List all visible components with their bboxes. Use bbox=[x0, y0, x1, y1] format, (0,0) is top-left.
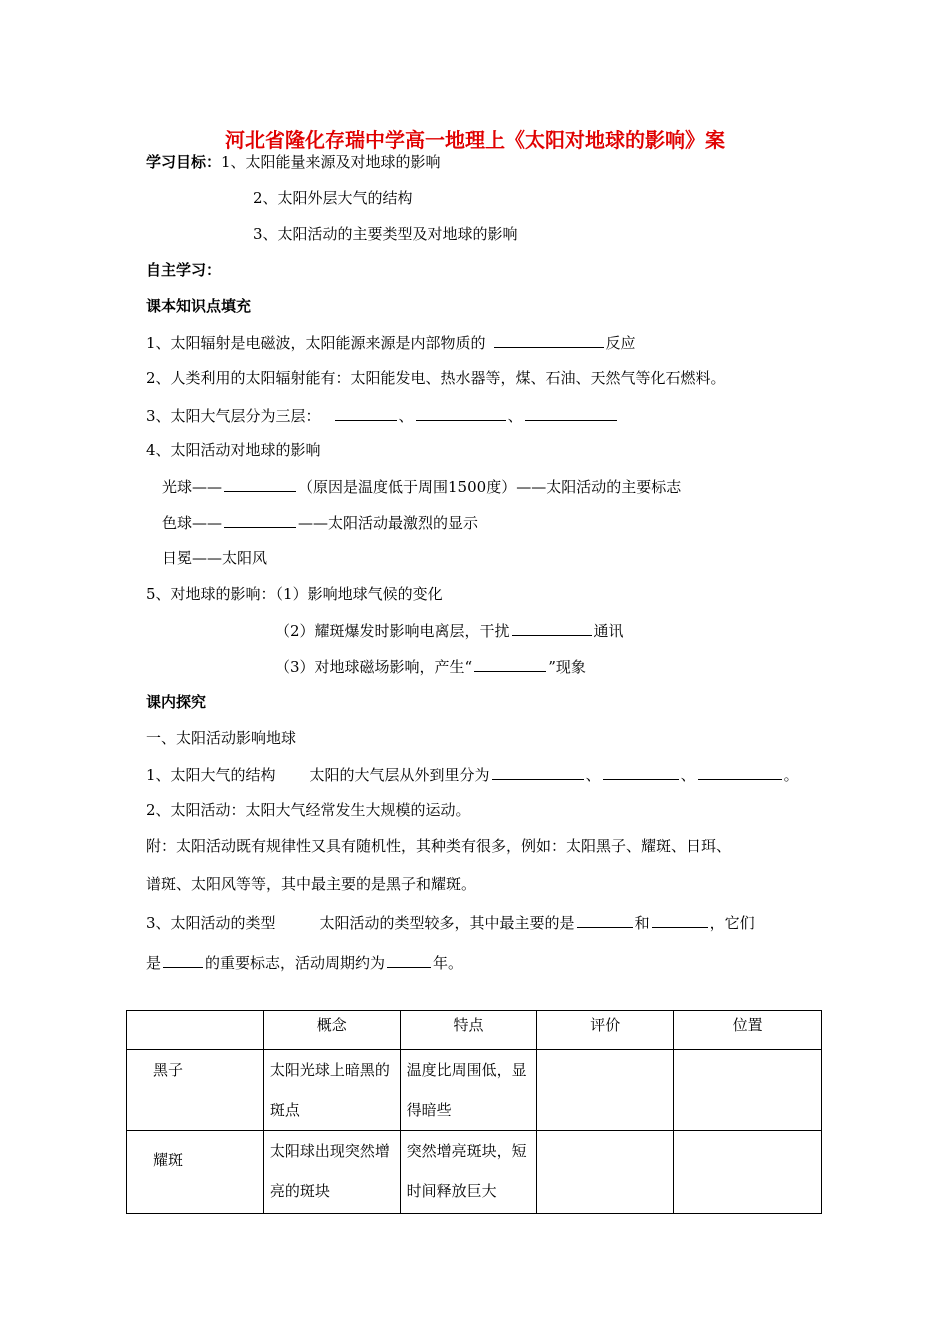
section-title: 一、太阳活动影响地球 bbox=[146, 729, 297, 747]
table-header-cell: 特点 bbox=[400, 1011, 537, 1050]
question-text: ”现象 bbox=[548, 658, 586, 676]
explore-question-3 bbox=[146, 912, 755, 933]
question-text: 是 bbox=[146, 954, 162, 972]
chromosphere-line bbox=[162, 512, 478, 533]
explore-question-1 bbox=[146, 764, 799, 785]
fill-blank[interactable] bbox=[387, 952, 431, 968]
fill-blank[interactable] bbox=[652, 912, 708, 928]
objective-item: 3、太阳活动的主要类型及对地球的影响 bbox=[253, 225, 518, 243]
fill-blank[interactable] bbox=[474, 656, 546, 672]
fill-blank[interactable] bbox=[577, 912, 633, 928]
table-row bbox=[127, 1131, 822, 1214]
photosphere-line bbox=[162, 476, 681, 497]
fill-blank[interactable] bbox=[494, 332, 604, 348]
question-text: 1、太阳辐射是电磁波，太阳能源来源是内部物质的 bbox=[146, 334, 486, 352]
table-header-row bbox=[127, 1011, 822, 1050]
question-text: 年。 bbox=[433, 954, 464, 972]
objective-item: 2、太阳外层大气的结构 bbox=[253, 189, 413, 207]
question-text: 色球—— bbox=[162, 514, 223, 532]
self-study-heading: 自主学习： bbox=[146, 261, 222, 279]
objective-item: 1、太阳能量来源及对地球的影响 bbox=[221, 153, 441, 171]
question-text: 和 bbox=[634, 914, 650, 932]
explore-question-3-cont bbox=[146, 952, 463, 973]
question-text: （原因是温度低于周围1500度）——太阳活动的主要标志 bbox=[298, 478, 682, 496]
question-text: 的重要标志，活动周期约为 bbox=[205, 954, 386, 972]
fill-blank[interactable] bbox=[525, 405, 617, 421]
table-header-cell: 评价 bbox=[537, 1011, 674, 1050]
table-header-cell: 位置 bbox=[674, 1011, 822, 1050]
question-5-item-2 bbox=[275, 620, 624, 641]
fill-blank[interactable] bbox=[512, 620, 592, 636]
table-header-cell: 概念 bbox=[263, 1011, 400, 1050]
explore-heading: 课内探究 bbox=[146, 693, 207, 711]
objectives-line-1 bbox=[146, 152, 441, 172]
question-text: 太阳活动的类型较多，其中最主要的是 bbox=[319, 914, 575, 932]
table-cell: 黑子 bbox=[127, 1050, 264, 1131]
question-text: ，它们 bbox=[709, 914, 755, 932]
table-cell[interactable] bbox=[674, 1050, 822, 1131]
table-header-cell bbox=[127, 1011, 264, 1050]
question-text: 光球—— bbox=[162, 478, 223, 496]
question-1 bbox=[146, 332, 636, 353]
table-cell: 太阳光球上暗黑的斑点 bbox=[263, 1050, 400, 1131]
separator: 。 bbox=[783, 766, 799, 784]
table-cell: 温度比周围低，显得暗些 bbox=[400, 1050, 537, 1131]
table-cell: 突然增亮斑块，短时间释放巨大 bbox=[400, 1131, 537, 1214]
question-3 bbox=[146, 405, 619, 426]
table-cell[interactable] bbox=[537, 1131, 674, 1214]
separator: 、 bbox=[680, 766, 696, 784]
fill-heading: 课本知识点填充 bbox=[146, 297, 252, 315]
table-row bbox=[127, 1050, 822, 1131]
separator: 、 bbox=[507, 407, 523, 425]
separator: 、 bbox=[585, 766, 601, 784]
fill-blank[interactable] bbox=[163, 952, 203, 968]
table-cell[interactable] bbox=[537, 1050, 674, 1131]
question-text: 反应 bbox=[605, 334, 636, 352]
fill-blank[interactable] bbox=[698, 764, 782, 780]
fill-blank[interactable] bbox=[603, 764, 679, 780]
objectives-label: 学习目标： bbox=[146, 153, 222, 171]
question-text: （3）对地球磁场影响，产生“ bbox=[275, 658, 473, 676]
fill-blank[interactable] bbox=[492, 764, 584, 780]
question-4-heading: 4、太阳活动对地球的影响 bbox=[146, 441, 321, 459]
question-text: 通讯 bbox=[593, 622, 624, 640]
fill-blank[interactable] bbox=[416, 405, 506, 421]
question-text: 太阳的大气层从外到里分为 bbox=[309, 766, 490, 784]
question-text: 3、太阳大气层分为三层： bbox=[146, 407, 321, 425]
corona-line: 日冕——太阳风 bbox=[162, 549, 268, 567]
table-cell: 太阳球出现突然增亮的斑块 bbox=[263, 1131, 400, 1214]
note-line-2: 谱斑、太阳风等等，其中最主要的是黑子和耀斑。 bbox=[146, 875, 477, 893]
question-5: 5、对地球的影响：（1）影响地球气候的变化 bbox=[146, 585, 443, 603]
fill-blank[interactable] bbox=[335, 405, 397, 421]
fill-blank[interactable] bbox=[224, 512, 296, 528]
question-text: ——太阳活动最激烈的显示 bbox=[298, 514, 479, 532]
explore-question-2: 2、太阳活动：太阳大气经常发生大规模的运动。 bbox=[146, 801, 471, 819]
question-2: 2、人类利用的太阳辐射能有：太阳能发电、热水器等，煤、石油、天然气等化石燃料。 bbox=[146, 369, 726, 387]
solar-activity-table bbox=[126, 1010, 822, 1214]
table-cell[interactable] bbox=[674, 1131, 822, 1214]
question-text: 3、太阳活动的类型 bbox=[146, 914, 276, 932]
question-text: （2）耀斑爆发时影响电离层，干扰 bbox=[275, 622, 510, 640]
separator: 、 bbox=[398, 407, 414, 425]
question-text: 1、太阳大气的结构 bbox=[146, 766, 276, 784]
fill-blank[interactable] bbox=[224, 476, 296, 492]
note-line-1: 附：太阳活动既有规律性又具有随机性，其种类有很多，例如：太阳黑子、耀斑、日珥、 bbox=[146, 837, 732, 855]
question-5-item-3 bbox=[275, 656, 586, 677]
table-cell: 耀斑 bbox=[127, 1131, 264, 1214]
page-title: 河北省隆化存瑞中学高一地理上《太阳对地球的影响》案 bbox=[225, 128, 725, 152]
